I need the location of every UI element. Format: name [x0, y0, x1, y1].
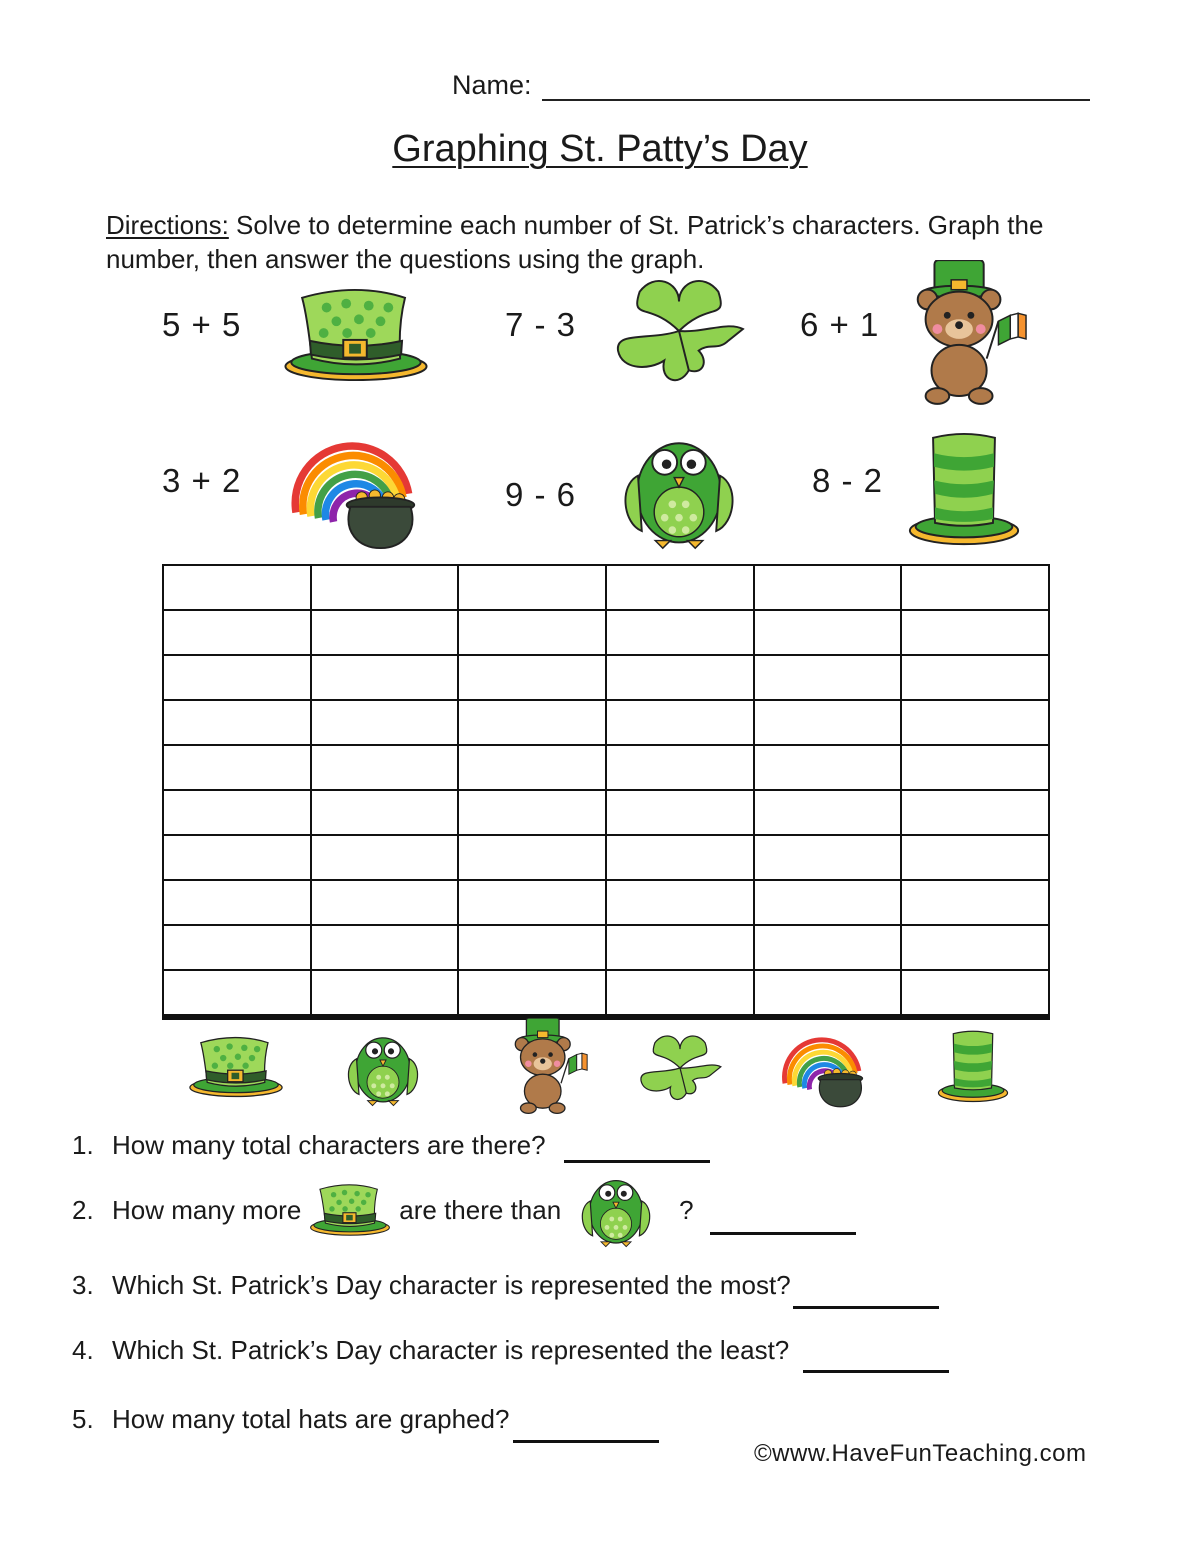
- graph-row: [163, 790, 1049, 835]
- graph-cell[interactable]: [901, 655, 1049, 700]
- answer-blank-1[interactable]: [564, 1140, 710, 1163]
- question-4: [72, 1328, 949, 1373]
- graph-cell[interactable]: [163, 925, 311, 970]
- graph-cell[interactable]: [311, 745, 459, 790]
- shamrock-icon: [636, 1030, 724, 1106]
- graph-cell[interactable]: [606, 610, 754, 655]
- graph-cell[interactable]: [311, 790, 459, 835]
- page-title: [0, 128, 1200, 171]
- green-owl-icon: [573, 1171, 659, 1249]
- graph-cell[interactable]: [901, 565, 1049, 610]
- graph-row: [163, 970, 1049, 1015]
- graph-cell[interactable]: [163, 880, 311, 925]
- problem-6-expression: 8 - 2: [812, 462, 884, 499]
- graph-cell[interactable]: [458, 790, 606, 835]
- striped-top-hat-icon: [936, 1030, 1010, 1104]
- graph-cell[interactable]: [606, 835, 754, 880]
- graph-cell[interactable]: [458, 880, 606, 925]
- graph-cell[interactable]: [311, 970, 459, 1015]
- graph-cell[interactable]: [901, 925, 1049, 970]
- question-number: 3.: [72, 1270, 94, 1300]
- graph-row: [163, 610, 1049, 655]
- bear-with-flag-icon: [500, 1018, 592, 1116]
- graph-cell[interactable]: [901, 745, 1049, 790]
- question-5: [72, 1396, 659, 1443]
- graph-cell[interactable]: [458, 565, 606, 610]
- question-text: How many total hats are graphed?: [112, 1404, 510, 1434]
- graph-cell[interactable]: [606, 790, 754, 835]
- question-number: 1.: [72, 1130, 94, 1160]
- graph-cell[interactable]: [311, 880, 459, 925]
- graph-cell[interactable]: [311, 835, 459, 880]
- graph-cell[interactable]: [163, 565, 311, 610]
- answer-blank-3[interactable]: [793, 1286, 939, 1309]
- problem-1-expression: 5 + 5: [162, 306, 242, 343]
- leprechaun-hat-icon: [309, 1180, 391, 1240]
- problem-3-expression: 6 + 1: [800, 306, 880, 343]
- graph-cell[interactable]: [901, 700, 1049, 745]
- graph-cell[interactable]: [901, 970, 1049, 1015]
- graph-cell[interactable]: [754, 700, 902, 745]
- graph-row: [163, 745, 1049, 790]
- graph-cell[interactable]: [606, 925, 754, 970]
- graph-cell[interactable]: [606, 970, 754, 1015]
- graph-row: [163, 655, 1049, 700]
- graph-cell[interactable]: [458, 610, 606, 655]
- question-number: 4.: [72, 1335, 94, 1365]
- name-field[interactable]: [452, 70, 1090, 101]
- problem-4-expression: 3 + 2: [162, 462, 242, 499]
- question-1: [72, 1128, 710, 1163]
- name-label: Name:: [452, 70, 532, 100]
- answer-blank-2[interactable]: [710, 1212, 856, 1235]
- question-number: 5.: [72, 1404, 94, 1434]
- graph-cell[interactable]: [754, 925, 902, 970]
- graph-cell[interactable]: [606, 700, 754, 745]
- graph-row: [163, 835, 1049, 880]
- question-3: [72, 1262, 939, 1309]
- graph-cell[interactable]: [458, 700, 606, 745]
- graph-cell[interactable]: [163, 790, 311, 835]
- graph-cell[interactable]: [901, 790, 1049, 835]
- graph-cell[interactable]: [754, 970, 902, 1015]
- graph-cell[interactable]: [901, 610, 1049, 655]
- graph-cell[interactable]: [311, 610, 459, 655]
- question-text-part-2: are there than: [399, 1194, 562, 1225]
- graph-cell[interactable]: [754, 880, 902, 925]
- leprechaun-hat-icon: [282, 286, 430, 384]
- graph-baseline: [162, 1015, 1050, 1020]
- question-text: Which St. Patrick’s Day character is represented the least?: [112, 1335, 790, 1365]
- graph-cell[interactable]: [754, 835, 902, 880]
- question-2: [72, 1168, 856, 1252]
- graph-cell[interactable]: [754, 655, 902, 700]
- question-mark: ?: [679, 1194, 694, 1225]
- graph-cell[interactable]: [458, 835, 606, 880]
- bar-graph-grid[interactable]: [162, 564, 1050, 1016]
- graph-cell[interactable]: [458, 655, 606, 700]
- rainbow-pot-of-gold-icon: [778, 1028, 872, 1108]
- answer-blank-4[interactable]: [803, 1350, 949, 1373]
- graph-cell[interactable]: [458, 970, 606, 1015]
- question-text-part-1: How many more: [112, 1194, 302, 1225]
- graph-row: [163, 565, 1049, 610]
- question-number: 2.: [72, 1194, 94, 1225]
- graph-row: [163, 700, 1049, 745]
- question-text: Which St. Patrick’s Day character is represented the most?: [112, 1270, 791, 1300]
- graph-row: [163, 925, 1049, 970]
- graph-row: [163, 880, 1049, 925]
- name-blank-line[interactable]: [542, 73, 1090, 101]
- striped-top-hat-icon: [906, 430, 1022, 550]
- green-owl-icon: [612, 428, 746, 552]
- graph-cell[interactable]: [311, 925, 459, 970]
- answer-blank-5[interactable]: [513, 1420, 659, 1443]
- problem-5-expression: 9 - 6: [505, 476, 577, 513]
- graph-cell[interactable]: [458, 745, 606, 790]
- graph-cell[interactable]: [606, 745, 754, 790]
- shamrock-icon: [610, 272, 748, 390]
- leprechaun-hat-icon: [188, 1034, 284, 1100]
- problem-2-expression: 7 - 3: [505, 306, 577, 343]
- graph-cell[interactable]: [311, 655, 459, 700]
- rainbow-pot-of-gold-icon: [284, 428, 430, 550]
- graph-cell[interactable]: [458, 925, 606, 970]
- graph-cell[interactable]: [606, 565, 754, 610]
- page-title-text: Graphing St. Patty’s Day: [392, 128, 808, 170]
- bear-with-flag-icon: [900, 260, 1028, 408]
- graph-cell[interactable]: [311, 565, 459, 610]
- graph-cell[interactable]: [606, 880, 754, 925]
- question-text: How many total characters are there?: [112, 1130, 546, 1160]
- graph-cell[interactable]: [163, 655, 311, 700]
- directions-text: Solve to determine each number of St. Patrick’s characters. Graph the number, then answer the questions using the graph.: [106, 210, 1044, 274]
- graph-cell[interactable]: [754, 610, 902, 655]
- graph-cell[interactable]: [163, 700, 311, 745]
- graph-cell[interactable]: [901, 835, 1049, 880]
- graph-cell[interactable]: [754, 565, 902, 610]
- directions-label: Directions:: [106, 210, 229, 240]
- graph-cell[interactable]: [163, 970, 311, 1015]
- graph-cell[interactable]: [311, 700, 459, 745]
- graph-cell[interactable]: [606, 655, 754, 700]
- green-owl-icon: [340, 1028, 426, 1108]
- graph-cell[interactable]: [754, 790, 902, 835]
- graph-cell[interactable]: [163, 745, 311, 790]
- graph-cell[interactable]: [163, 610, 311, 655]
- graph-cell[interactable]: [754, 745, 902, 790]
- graph-cell[interactable]: [163, 835, 311, 880]
- graph-cell[interactable]: [901, 880, 1049, 925]
- copyright-footer: ©www.HaveFunTeaching.com: [754, 1440, 1087, 1467]
